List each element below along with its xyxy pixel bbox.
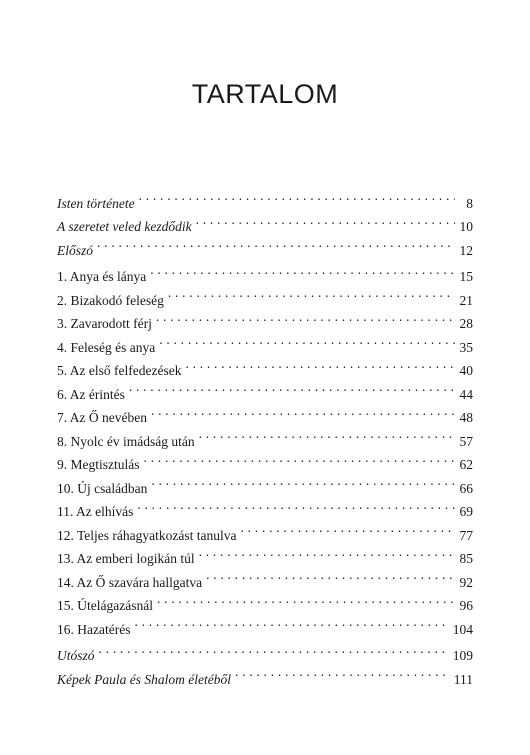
toc-entry-page: 77 — [459, 527, 473, 543]
toc-entry-label: A szeretet veled kezdődik — [57, 219, 192, 234]
dot-leader — [129, 375, 455, 399]
dot-leader — [159, 328, 455, 352]
dot-leader — [196, 208, 455, 232]
toc-entry-page: 62 — [459, 457, 473, 472]
toc-entry-label: 11. Az elhívás — [57, 504, 134, 519]
toc-entry-label: 16. Hazatérés — [57, 621, 131, 637]
toc-entry-page: 96 — [459, 598, 473, 613]
toc-entry-page: 10 — [459, 219, 473, 234]
dot-leader — [241, 516, 456, 540]
toc-entry-label: Isten története — [57, 195, 135, 211]
toc-entry-page: 12 — [459, 242, 473, 258]
dot-leader — [151, 469, 455, 493]
toc-entry-label: 15. Útelágazásnál — [57, 598, 153, 613]
toc-entry-label: 10. Új családban — [57, 480, 148, 496]
toc-entry-page: 104 — [452, 621, 473, 637]
toc-entry-label: 9. Megtisztulás — [57, 457, 140, 472]
dot-leader — [168, 281, 455, 305]
toc-entry-page: 111 — [453, 671, 473, 687]
toc-entry-page: 92 — [459, 574, 473, 590]
toc-entry-label: Előszó — [57, 242, 94, 258]
toc-entry-label: 2. Bizakodó feleség — [57, 292, 164, 308]
toc-entry[interactable] — [57, 231, 473, 258]
toc-entry-page: 44 — [459, 386, 473, 402]
toc-entry[interactable] — [57, 637, 473, 661]
toc-entry-page: 109 — [452, 648, 473, 663]
dot-leader — [150, 258, 455, 282]
dot-leader — [235, 660, 450, 684]
dot-leader — [206, 563, 455, 587]
page-title: TARTALOM — [191, 79, 339, 109]
dot-leader — [99, 637, 449, 661]
dot-leader — [134, 610, 448, 634]
dot-leader — [156, 305, 455, 329]
toc-entry-page: 40 — [459, 363, 473, 378]
toc-entry-label: 14. Az Ő szavára hallgatva — [57, 574, 203, 590]
toc-entry-page: 48 — [459, 410, 473, 425]
toc-entry-label: Képek Paula és Shalom életéből — [57, 671, 231, 687]
toc-entry-page: 85 — [459, 551, 473, 566]
dot-leader — [139, 184, 455, 208]
toc-entry-label: 3. Zavarodott férj — [57, 316, 152, 331]
toc-entry-page: 35 — [459, 339, 473, 355]
toc-entry-label: 1. Anya és lánya — [57, 269, 147, 284]
toc-entry[interactable] — [57, 660, 473, 687]
dot-leader — [137, 493, 455, 517]
dot-leader — [97, 231, 455, 255]
dot-leader — [199, 540, 455, 564]
toc-entry-label: 6. Az érintés — [57, 386, 125, 402]
toc-entry-label: 7. Az Ő nevében — [57, 410, 147, 425]
toc-entry-label: 13. Az emberi logikán túl — [57, 551, 195, 566]
toc-entry-page: 8 — [466, 195, 473, 211]
toc-entry-label: 4. Feleség és anya — [57, 339, 156, 355]
toc-entry-page: 21 — [459, 292, 473, 308]
dot-leader — [151, 399, 455, 423]
toc-entry-label: Utószó — [57, 648, 95, 663]
toc-entry-page: 15 — [459, 269, 473, 284]
toc-entry-page: 66 — [459, 480, 473, 496]
dot-leader — [199, 422, 455, 446]
dot-leader — [157, 587, 455, 611]
dot-leader — [144, 446, 456, 470]
toc-entry[interactable] — [57, 184, 473, 211]
table-of-contents — [57, 184, 473, 687]
toc-entry-label: 5. Az első felfedezések — [57, 363, 182, 378]
toc-entry-label: 8. Nyolc év imádság után — [57, 433, 195, 449]
toc-entry-page: 28 — [459, 316, 473, 331]
dot-leader — [185, 352, 455, 376]
toc-entry[interactable] — [57, 258, 473, 282]
toc-entry-page: 69 — [459, 504, 473, 519]
toc-entry-label: 12. Teljes ráhagyatkozást tanulva — [57, 527, 237, 543]
toc-entry-page: 57 — [459, 433, 473, 449]
